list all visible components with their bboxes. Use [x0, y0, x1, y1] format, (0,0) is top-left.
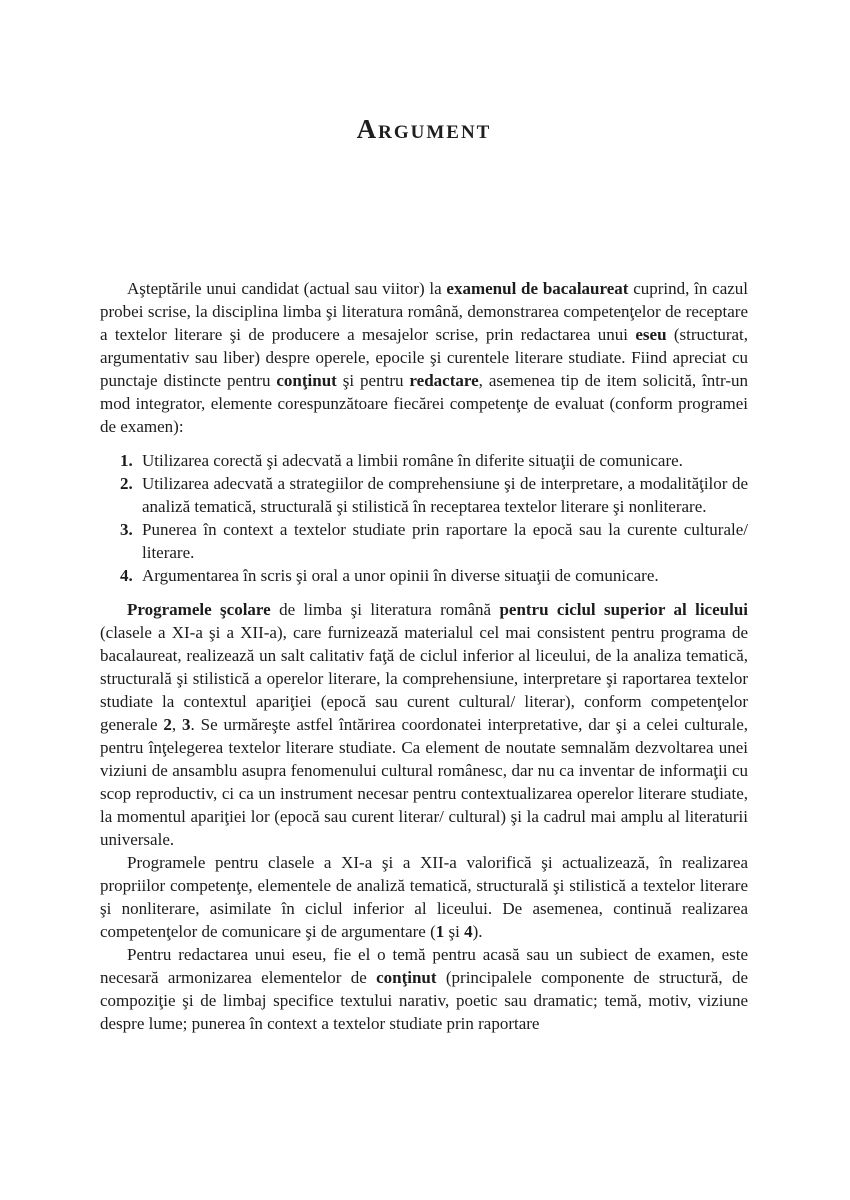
text-run: Punerea în context a textelor studiate prin raportare la epocă sau la curente culturale/ literare. [142, 520, 748, 562]
list-item-3 [120, 518, 748, 564]
page-title: Argument [356, 114, 492, 144]
text-run: de limba şi literatura română [270, 600, 500, 619]
page-content [100, 277, 748, 1035]
text-run: . Se urmăreşte astfel întărirea coordonatei interpretative, dar şi a celei culturale, pentru înţelegerea textelor literare studiate. Ca element de noutate semnalăm dezvoltarea unei viziuni de ansamblu asupra fenomenului cultural românesc, dar nu ca inventar de informaţii cu scop reproductiv, ci ca un instrument necesar pentru contextualizarea operelor literare studiate, la momentul apariţiei lor (epocă sau curent literar/ cultural) şi la cadrul mai amplu al literaturii universale. [100, 715, 748, 849]
text-run: Pentru redactarea unui eseu, fie el o temă pentru acasă sau un subiect de examen, este necesară armonizarea elementelor de [100, 945, 748, 987]
text-run: Aşteptările unui candidat (actual sau viitor) la [127, 279, 447, 298]
text-run: , asemenea tip de item solicită, într-un mod integrator, elemente corespunzătoare fiecărei competenţe de evaluat (conform programei de examen): [100, 371, 748, 436]
list-item-number: 4. [120, 566, 133, 585]
list-item-2 [120, 472, 748, 518]
list-item-4 [120, 564, 748, 587]
text-run: (structurat, argumentativ sau liber) despre operele, epocile şi curentele literare studiate. Fiind apreciat cu punctaje distincte pentru [100, 325, 749, 390]
text-run: Programele pentru clasele a XI-a şi a XII-a valorifică şi actualizează, în realizarea propriilor competenţe, elementele de analiză tematică, structurală şi stilistică a textelor literare şi nonliterare, asimilate în ciclul inferior al liceului. De asemenea, continuă realizarea competenţelor de comunicare şi de argumentare ( [100, 853, 748, 941]
bold-text-run: conţinut [376, 968, 437, 987]
list-item-number: 3. [120, 520, 133, 539]
text-run: şi [444, 922, 465, 941]
text-run: , [171, 715, 183, 734]
paragraph-essay-writing [100, 943, 748, 1035]
text-run: cuprind, în cazul probei scrise, la disciplina limba şi literatura română, demonstrarea competenţelor de receptare a textelor literare şi de producere a mesajelor scrise, prin redactarea unui [100, 279, 749, 344]
list-item-text [142, 520, 748, 562]
text-run: (principalele componente de structură, de compoziţie şi de limbaj specifice textului narativ, poetic sau dramatic; temă, motiv, viziune despre lume; punerea în context a textelor studiate prin raportare [100, 968, 748, 1033]
list-item-number: 1. [120, 451, 133, 470]
list-item-text [142, 451, 683, 470]
text-run: Utilizarea corectă şi adecvată a limbii române în diferite situaţii de comunicare. [142, 451, 683, 470]
text-run: Utilizarea adecvată a strategiilor de comprehensiune şi de interpretare, a modalităţilor de analiză tematică, structurală şi stilistică în receptarea textelor literare şi nonliterare. [142, 474, 748, 516]
bold-text-run: eseu [635, 325, 667, 344]
bold-text-run: 3 [182, 715, 191, 734]
bold-text-run: 2 [163, 715, 172, 734]
list-item-number: 2. [120, 474, 133, 493]
paragraph-school-programs [100, 598, 748, 851]
text-run: şi pentru [336, 371, 410, 390]
list-item-text [142, 474, 748, 516]
bold-text-run: conţinut [276, 371, 337, 390]
list-item-text [142, 566, 659, 585]
list-item-1 [120, 449, 748, 472]
bold-text-run: redactare [409, 371, 479, 390]
bold-text-run: Programele şcolare [127, 600, 271, 619]
bold-text-run: 1 [435, 922, 445, 941]
bold-text-run: 4 [464, 922, 473, 941]
text-run: Argumentarea în scris şi oral a unor opinii în diverse situaţii de comunicare. [142, 566, 659, 585]
paragraph-intro [100, 277, 748, 438]
text-run: (clasele a XI-a şi a XII-a), care furnizează materialul cel mai consistent pentru programa de bacalaureat, realizează un salt calitativ faţă de ciclul inferior al liceului, de la analiza tematică, structurală şi stilistică a operelor literare, la comprehensiune, interpretare şi raportarea textelor studiate la contextul apariţiei (epocă sau curent cultural/ literar), conform competenţelor generale [100, 623, 748, 734]
text-run: ). [472, 922, 483, 941]
bold-text-run: examenul de bacalaureat [446, 279, 629, 298]
competency-list [100, 449, 748, 587]
paragraph-grades-xi-xii [100, 851, 748, 943]
bold-text-run: pentru ciclul superior al liceului [499, 600, 748, 619]
